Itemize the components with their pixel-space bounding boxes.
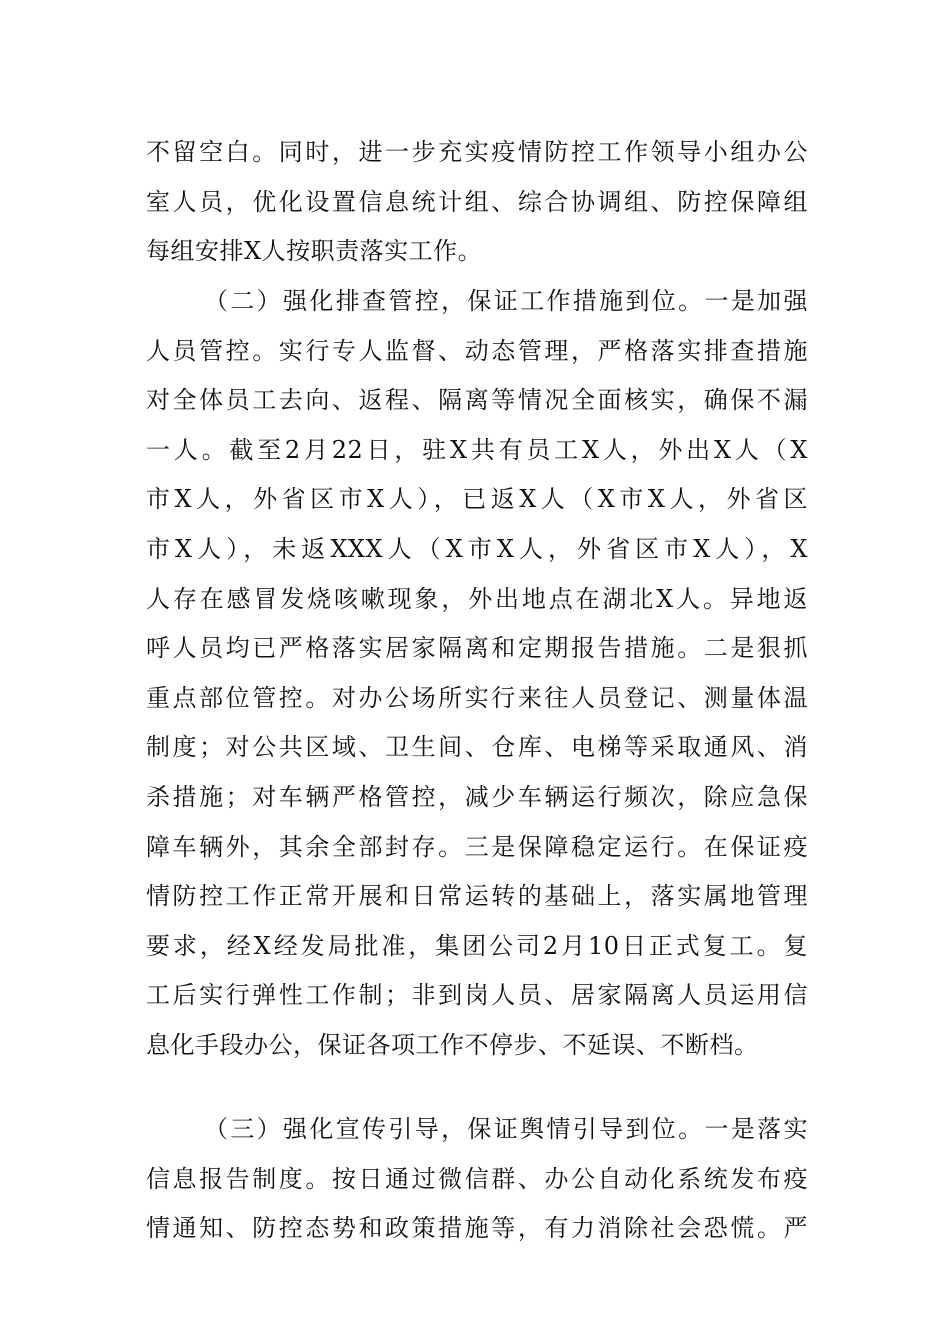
text-line: 人存在感冒发烧咳嗽现象，外出地点在湖北X人。异地返 xyxy=(146,584,808,613)
text-line: 杀措施；对车辆严格管控，减少车辆运行频次，除应急保 xyxy=(146,782,808,811)
paragraph-3 xyxy=(146,1105,808,1254)
paragraph-heading-line: （二）强化排查管控，保证工作措施到位。一是加强 xyxy=(204,287,808,315)
text-line: 情通知、防控态势和政策措施等，有力消除社会恐慌。严 xyxy=(146,1214,808,1243)
text-line: 重点部位管控。对办公场所实行来往人员登记、测量体温 xyxy=(146,683,808,712)
text-line: 室人员，优化设置信息统计组、综合协调组、防控保障组 xyxy=(146,187,808,216)
paragraph-heading-line: （三）强化宣传引导，保证舆情引导到位。一是落实 xyxy=(204,1115,808,1143)
text-line: 息化手段办公，保证各项工作不停步、不延误、不断档。 xyxy=(146,1030,759,1059)
text-line: 一人。截至2月22日，驻X共有员工X人，外出X人（X xyxy=(146,435,808,464)
text-line: 每组安排X人按职责落实工作。 xyxy=(146,237,483,266)
text-line: 呼人员均已严格落实居家隔离和定期报告措施。二是狠抓 xyxy=(146,634,808,663)
text-line: 障车辆外，其余全部封存。三是保障稳定运行。在保证疫 xyxy=(146,832,808,861)
text-line: 要求，经X经发局批准，集团公司2月10日正式复工。复 xyxy=(146,931,808,960)
text-line: 对全体员工去向、返程、隔离等情况全面核实，确保不漏 xyxy=(146,386,808,415)
text-line: 人员管控。实行专人监督、动态管理，严格落实排查措施 xyxy=(146,336,808,365)
text-line: 信息报告制度。按日通过微信群、办公自动化系统发布疫 xyxy=(146,1164,808,1193)
text-line: 制度；对公共区域、卫生间、仓库、电梯等采取通风、消 xyxy=(146,733,808,762)
text-line: 情防控工作正常开展和日常运转的基础上，落实属地管理 xyxy=(146,882,808,911)
paragraph-1 xyxy=(146,128,808,277)
text-line: 不留空白。同时，进一步充实疫情防控工作领导小组办公 xyxy=(146,138,808,166)
text-line: 工后实行弹性工作制；非到岗人员、居家隔离人员运用信 xyxy=(146,981,808,1010)
text-line: 市X人），未返XXX人（X市X人，外省区市X人），X xyxy=(146,534,808,563)
text-line: 市X人，外省区市X人），已返X人（X市X人，外省区 xyxy=(146,485,808,514)
paragraph-2 xyxy=(146,277,808,1071)
